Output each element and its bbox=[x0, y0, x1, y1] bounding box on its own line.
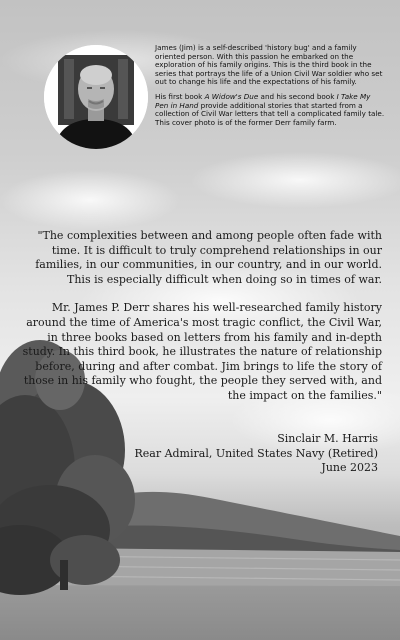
author-bio-paragraph: James (Jim) is a self-described 'history bug' and a family oriented person. With this passion he embarked on the exploration of his family origins. This is the third book in the series that portrays the life of a Union Civil War soldier who set out to change his life and the expectations of his family. bbox=[155, 43, 383, 87]
grass-foreground bbox=[0, 585, 400, 640]
review-quote bbox=[20, 229, 382, 418]
cloud bbox=[0, 170, 180, 230]
cloud bbox=[190, 152, 400, 208]
bio-text: His first book bbox=[155, 91, 205, 101]
book-title: A Widow's Due bbox=[204, 91, 259, 101]
reviewer-signature bbox=[134, 432, 378, 476]
author-portrait bbox=[44, 45, 148, 149]
book-title: I Take My Pen in Hand bbox=[155, 91, 371, 110]
bio-text: provide additional stories that started from a collection of Civil War letters that tell a complicated family tale. This cover photo is of the former Derr family farm. bbox=[155, 100, 385, 127]
review-date: June 2023 bbox=[321, 461, 378, 475]
author-bio bbox=[155, 44, 385, 133]
reviewer-name: Sinclair M. Harris bbox=[277, 432, 378, 445]
quote-paragraph: Mr. James P. Derr shares his well-researched family history around the time of America's most tragic conflict, the Civil War, in three books based on letters from his family and in-depth study. In this third book, he illustrates the nature of relationship before, during and after combat. Jim brings to life the story of those in his family who fought, the people they served with, and the impact on the families." bbox=[22, 301, 382, 402]
reviewer-title: Rear Admiral, United States Navy (Retired) bbox=[134, 446, 378, 460]
author-photo bbox=[44, 45, 148, 149]
author-bio-paragraph bbox=[155, 93, 385, 127]
quote-paragraph: "The complexities between and among people often fade with time. It is difficult to truly comprehend relationships in our families, in our communities, in our country, and in our world. This is especially difficult when doing so in times of war. bbox=[35, 229, 382, 286]
bio-text: and his second book bbox=[258, 91, 337, 101]
